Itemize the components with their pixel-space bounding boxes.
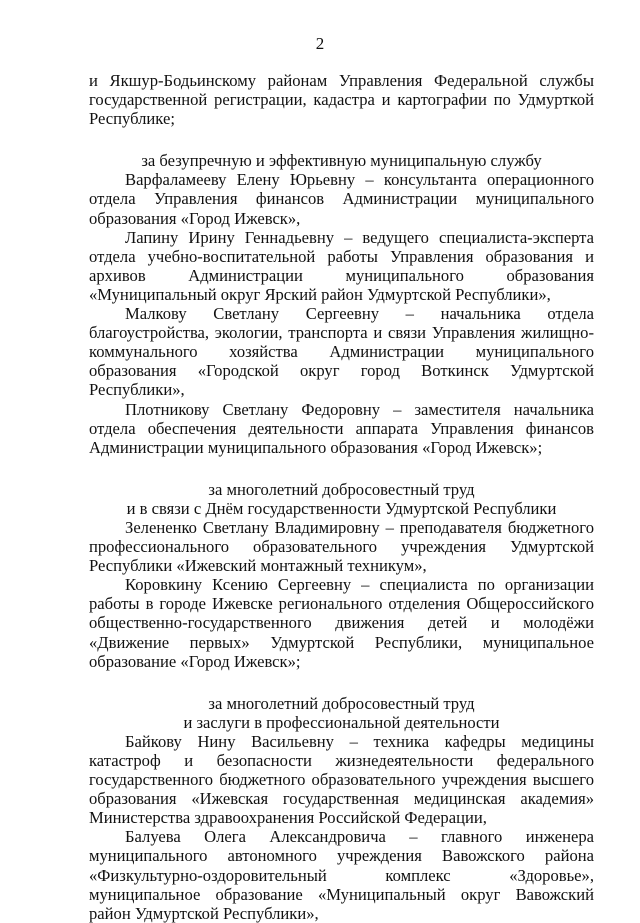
nominee-entry: Лапину Ирину Геннадьевну – ведущего специалиста-эксперта отдела учебно-воспитательной работы Управления образования и архивов Администрации муниципального образования «Муниципальный округ Ярский район Удмуртской Республики», [89,227,594,304]
nominee-entry: Балуева Олега Александровича – главного инженера муниципального автономного учреждения Вавожского района «Физкультурно-оздоровительный комплекс «Здоровье», муниципальное образование «Муниципальный округ Вавожский район Удмуртской Республики», [89,827,594,923]
spacer [89,128,594,151]
nominee-entry: Зелененко Светлану Владимировну – преподавателя бюджетного профессионального образовательного учреждения Удмуртской Республики «Ижевский монтажный техникум», [89,517,594,576]
document-body [89,71,594,923]
intro-paragraph: и Якшур-Бодьинскому районам Управления Федеральной службы государственной регистрации, кадастра и картографии по Удмурткой Республике; [89,71,594,129]
nominee-entry: Байкову Нину Васильевну – техника кафедры медицины катастроф и безопасности жизнедеятельности федерального государственного бюджетного образовательного учреждения высшего образования «Ижевская государственная медицинская академия» Министерства здравоохранения Российской Федерации, [89,731,594,828]
spacer [89,457,594,480]
section-heading: за многолетний добросовестный труд [208,479,475,499]
award-section [89,694,594,923]
nominee-entry: Малкову Светлану Сергеевну – начальника отдела благоустройства, экологии, транспорта и связи Управления жилищно-коммунального хозяйства Администрации муниципального образования «Городской округ город Воткинск Удмуртской Республики», [89,304,594,400]
nominee-entry: Плотникову Светлану Федоровну – заместителя начальника отдела обеспечения деятельности аппарата Управления финансов Администрации муниципального образования «Город Ижевск»; [89,399,594,457]
section-heading: и заслуги в профессиональной деятельности [183,712,500,732]
section-heading: и в связи с Днём государственности Удмуртской Республики [126,498,557,518]
section-heading: за многолетний добросовестный труд [208,693,475,713]
award-section [89,480,594,671]
award-section [89,151,594,457]
nominee-entry: Коровкину Ксению Сергеевну – специалиста по организации работы в городе Ижевске регионального отделения Общероссийского общественно-государственного движения детей и молодёжи «Движение первых» Удмуртской Республики, муниципальное образование «Город Ижевск»; [89,575,594,671]
section-heading: за безупречную и эффективную муниципальную службу [141,151,542,171]
page-number: 2 [315,34,325,53]
spacer [89,671,594,694]
nominee-entry: Варфаламееву Елену Юрьевну – консультанта операционного отдела Управления финансов Администрации муниципального образования «Город Ижевск», [89,170,594,228]
